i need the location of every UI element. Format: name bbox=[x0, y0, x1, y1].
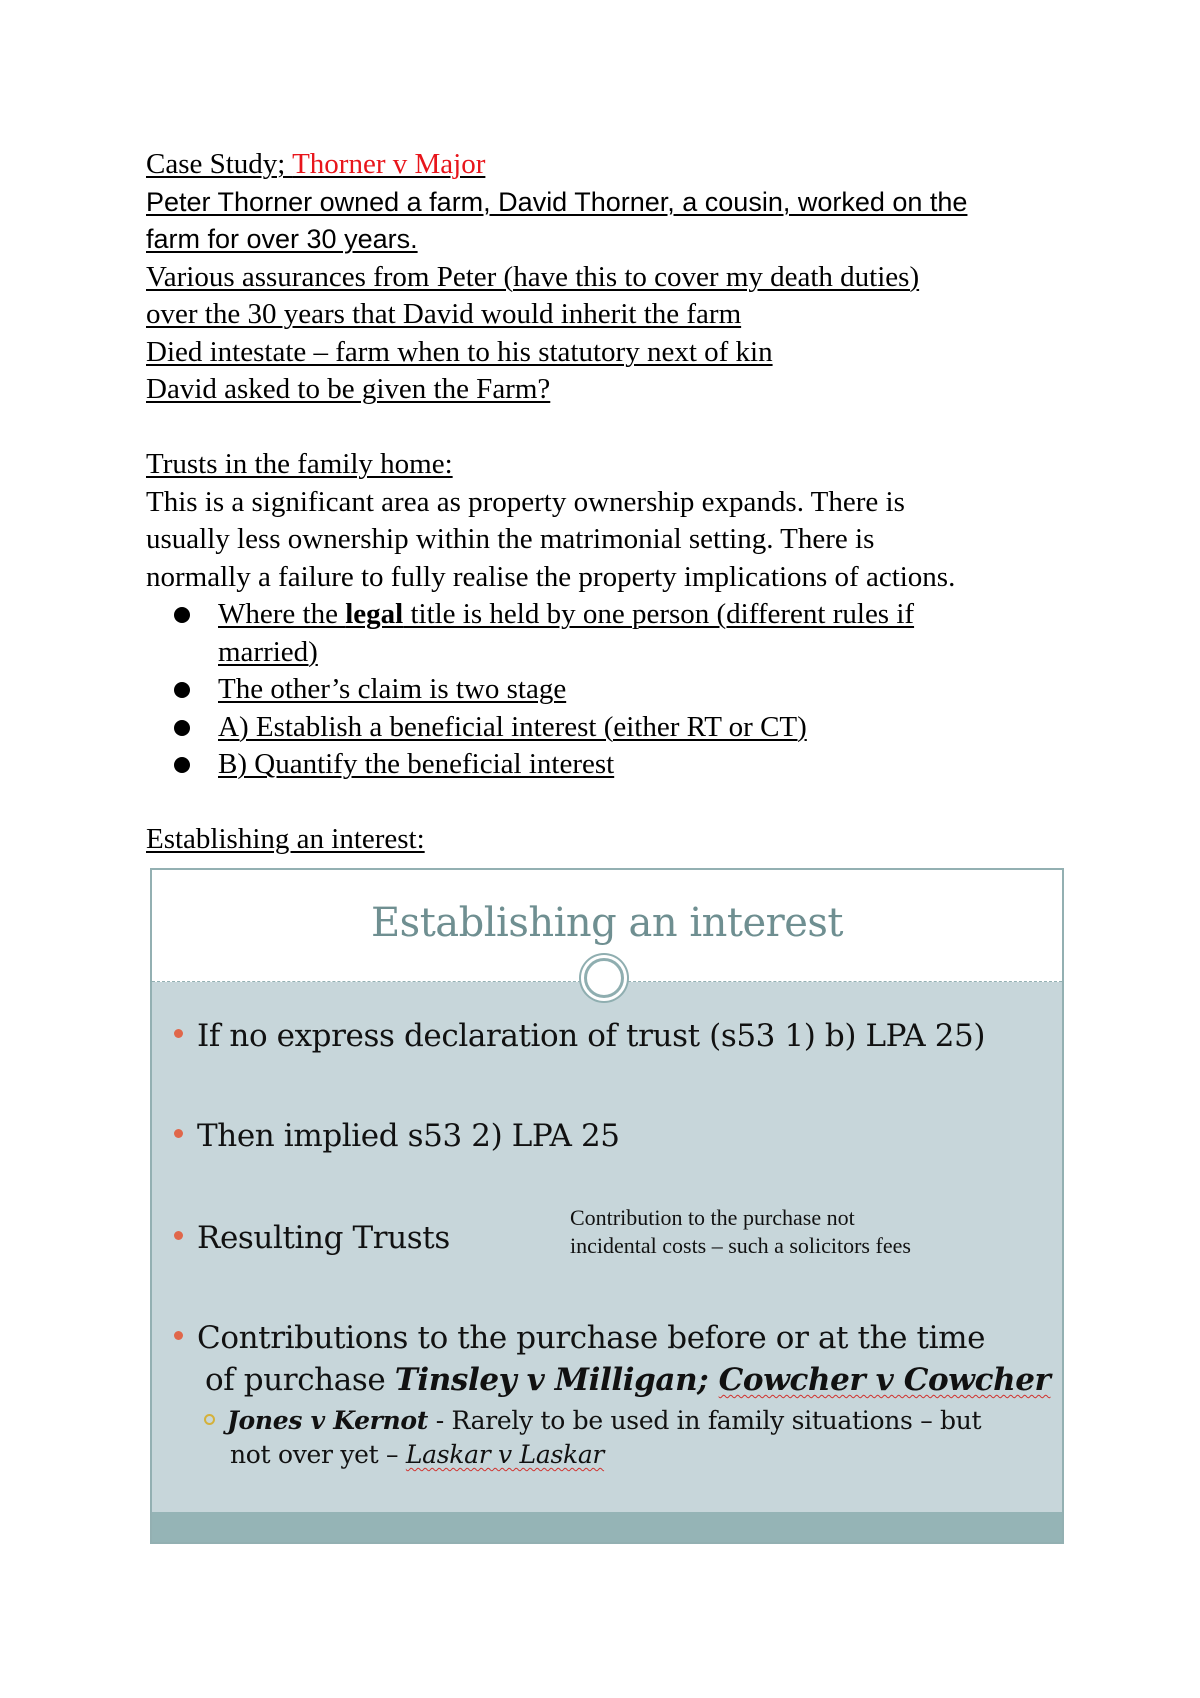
case-line: Various assurances from Peter (have this to cover my death duties) bbox=[146, 260, 920, 293]
slide-note-line: Contribution to the purchase not bbox=[570, 1205, 855, 1230]
bullet-text: B) Quantify the beneficial interest bbox=[218, 748, 615, 780]
case-study-label: Case Study; bbox=[146, 148, 293, 180]
ring-bullet-icon bbox=[204, 1414, 215, 1425]
slide-title: Establishing an interest bbox=[370, 900, 844, 946]
slide-item-text: Contributions to the purchase before or at the time bbox=[197, 1320, 986, 1356]
embedded-slide-image bbox=[150, 868, 1064, 1544]
trusts-heading: Trusts in the family home: bbox=[146, 448, 453, 480]
slide-subitem-continuation bbox=[230, 1438, 604, 1472]
slide-note-line: incidental costs – such a solicitors fees bbox=[570, 1233, 911, 1258]
case-line: over the 30 years that David would inherit the farm bbox=[146, 298, 742, 330]
slide-item bbox=[174, 1318, 985, 1358]
blank-line bbox=[146, 784, 1076, 822]
bullet-text-post: title is held by one person (different rules if bbox=[403, 598, 915, 630]
slide-item-continuation bbox=[205, 1360, 1050, 1400]
slide-bullet-icon bbox=[174, 1331, 183, 1340]
trusts-bullet-list bbox=[146, 596, 1076, 784]
bullet-item bbox=[174, 746, 1076, 784]
slide-subitem-text: not over yet – bbox=[230, 1440, 406, 1469]
bullet-item bbox=[174, 709, 1076, 747]
case-name: Thorner v Major bbox=[292, 148, 486, 180]
slide-subitem bbox=[204, 1404, 981, 1438]
blank-line bbox=[146, 409, 1076, 447]
slide-case-name: Laskar v Laskar bbox=[405, 1440, 605, 1469]
slide-case-name: Tinsley v Milligan; bbox=[394, 1362, 719, 1398]
bullet-dot-icon bbox=[174, 757, 190, 773]
trusts-paragraph-line: normally a failure to fully realise the property implications of actions. bbox=[146, 560, 956, 593]
slide-footer-bar bbox=[152, 1512, 1062, 1542]
slide-item-text: Then implied s53 2) LPA 25 bbox=[197, 1118, 620, 1154]
bullet-text-bold: legal bbox=[345, 598, 404, 630]
bullet-dot-icon bbox=[174, 682, 190, 698]
bullet-text bbox=[218, 596, 1076, 634]
bullet-text: The other’s claim is two stage bbox=[218, 673, 567, 705]
bullet-dot-icon bbox=[174, 720, 190, 736]
slide-item-text: Resulting Trusts bbox=[197, 1220, 450, 1256]
slide-circle-ornament bbox=[584, 958, 624, 998]
case-line: David asked to be given the Farm? bbox=[146, 373, 551, 405]
case-study-heading bbox=[146, 146, 1076, 184]
slide-subitem-text: - Rarely to be used in family situations – but bbox=[428, 1406, 982, 1435]
slide-bullet-icon bbox=[174, 1231, 183, 1240]
trusts-paragraph-line: usually less ownership within the matrimonial setting. There is bbox=[146, 523, 875, 555]
bullet-item bbox=[174, 671, 1076, 709]
bullet-text: A) Establish a beneficial interest (either RT or CT) bbox=[218, 710, 807, 743]
case-line: Peter Thorner owned a farm, David Thorner, a cousin, worked on the bbox=[146, 186, 968, 217]
document-body bbox=[146, 146, 1076, 859]
slide-body bbox=[152, 982, 1062, 1516]
case-line: Died intestate – farm when to his statutory next of kin bbox=[146, 335, 773, 368]
case-line: farm for over 30 years. bbox=[146, 224, 418, 254]
establishing-heading: Establishing an interest: bbox=[146, 823, 425, 855]
bullet-text-continuation: married) bbox=[218, 635, 318, 668]
slide-item-text: If no express declaration of trust (s53 1) b) LPA 25) bbox=[197, 1018, 986, 1054]
slide-bullet-icon bbox=[174, 1129, 183, 1138]
bullet-dot-icon bbox=[174, 607, 190, 623]
slide-case-name: Cowcher v Cowcher bbox=[718, 1362, 1051, 1398]
trusts-paragraph-line: This is a significant area as property ownership expands. There is bbox=[146, 485, 905, 518]
slide-item bbox=[174, 1218, 450, 1258]
slide-item-text: of purchase bbox=[205, 1362, 395, 1398]
slide-item bbox=[174, 1116, 620, 1156]
bullet-text-pre: Where the bbox=[218, 598, 346, 630]
slide-case-name: Jones v Kernot bbox=[227, 1406, 429, 1435]
slide-bullet-icon bbox=[174, 1029, 183, 1038]
slide-side-note bbox=[570, 1204, 911, 1260]
bullet-item bbox=[174, 596, 1076, 671]
slide-item bbox=[174, 1016, 985, 1056]
